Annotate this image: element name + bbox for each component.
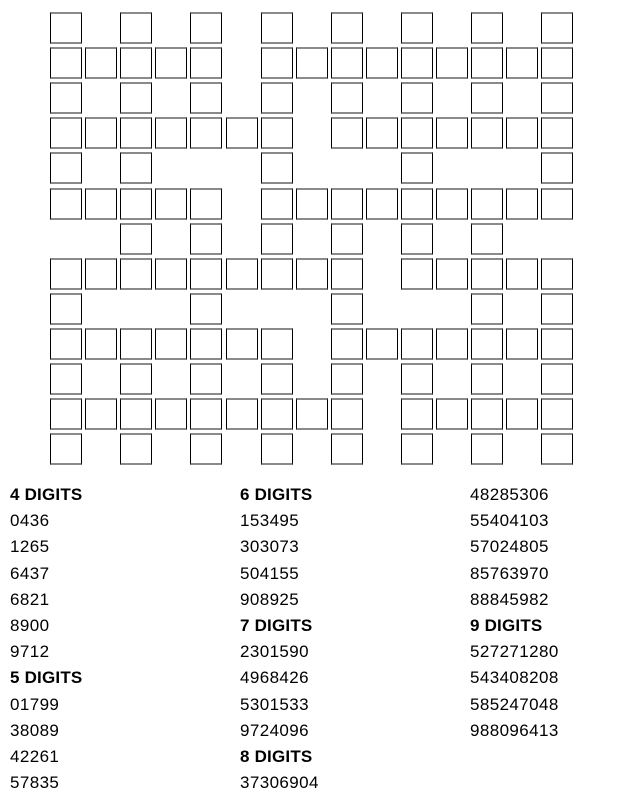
number-entry: 01799	[10, 694, 60, 714]
digit-group-header: 7 DIGITS	[240, 616, 313, 636]
grid-cell[interactable]	[50, 117, 82, 149]
grid-cell[interactable]	[541, 398, 573, 430]
grid-cell[interactable]	[155, 188, 187, 220]
grid-cell[interactable]	[506, 328, 538, 360]
grid-cell[interactable]	[261, 328, 293, 360]
grid-cell[interactable]	[296, 188, 328, 220]
grid-cell[interactable]	[190, 293, 222, 325]
number-entry: 57835	[10, 773, 60, 793]
grid-cell[interactable]	[471, 82, 503, 114]
grid-cell[interactable]	[401, 47, 433, 79]
grid-cell[interactable]	[401, 258, 433, 290]
grid-cell[interactable]	[120, 398, 152, 430]
grid-cell[interactable]	[261, 47, 293, 79]
grid-cell[interactable]	[331, 433, 363, 465]
grid-cell[interactable]	[401, 12, 433, 44]
grid-cell[interactable]	[120, 258, 152, 290]
grid-cell[interactable]	[50, 258, 82, 290]
grid-cell[interactable]	[50, 433, 82, 465]
grid-cell[interactable]	[190, 47, 222, 79]
grid-cell[interactable]	[261, 363, 293, 395]
grid-cell[interactable]	[296, 47, 328, 79]
grid-cell[interactable]	[436, 117, 468, 149]
grid-cell[interactable]	[401, 82, 433, 114]
grid-cell[interactable]	[541, 433, 573, 465]
grid-cell[interactable]	[471, 328, 503, 360]
grid-cell[interactable]	[261, 82, 293, 114]
grid-cell[interactable]	[50, 152, 82, 184]
grid-cell[interactable]	[190, 398, 222, 430]
number-entry: 48285306	[470, 485, 549, 504]
grid-cell[interactable]	[471, 258, 503, 290]
number-entry: 37306904	[240, 773, 319, 793]
grid-cell[interactable]	[366, 47, 398, 79]
grid-cell[interactable]	[541, 12, 573, 44]
grid-cell[interactable]	[226, 258, 258, 290]
grid-cell[interactable]	[190, 328, 222, 360]
grid-cell[interactable]	[401, 433, 433, 465]
grid-cell[interactable]	[261, 117, 293, 149]
grid-cell[interactable]	[471, 363, 503, 395]
grid-cell[interactable]	[331, 117, 363, 149]
grid-cell[interactable]	[506, 258, 538, 290]
grid-cell[interactable]	[541, 258, 573, 290]
grid-cell[interactable]	[471, 293, 503, 325]
grid-cell[interactable]	[50, 12, 82, 44]
grid-cell[interactable]	[471, 398, 503, 430]
number-entry: 2301590	[240, 642, 309, 662]
grid-cell[interactable]	[120, 328, 152, 360]
number-entry: 504155	[240, 563, 300, 583]
grid-cell[interactable]	[541, 82, 573, 114]
grid-cell[interactable]	[190, 223, 222, 255]
grid-cell[interactable]	[85, 117, 117, 149]
grid-cell[interactable]	[366, 188, 398, 220]
grid-cell[interactable]	[506, 117, 538, 149]
number-entry: 9712	[10, 642, 50, 662]
grid-cell[interactable]	[155, 47, 187, 79]
number-entry: 6821	[10, 589, 50, 609]
grid-cell[interactable]	[401, 223, 433, 255]
grid-cell[interactable]	[120, 47, 152, 79]
grid-cell[interactable]	[50, 293, 82, 325]
number-entry: 908925	[240, 589, 300, 609]
digit-group-header: 5 DIGITS	[10, 668, 83, 688]
grid-cell[interactable]	[190, 258, 222, 290]
grid-cell[interactable]	[190, 188, 222, 220]
grid-cell[interactable]	[50, 82, 82, 114]
grid-cell[interactable]	[85, 47, 117, 79]
grid-cell[interactable]	[155, 117, 187, 149]
grid-cell[interactable]	[541, 328, 573, 360]
number-entry: 38089	[10, 720, 60, 740]
number-entry: 0436	[10, 511, 50, 531]
grid-cell[interactable]	[190, 117, 222, 149]
grid-cell[interactable]	[190, 12, 222, 44]
word-list-column-1	[10, 482, 82, 796]
word-list-column-2	[240, 482, 319, 796]
grid-cell[interactable]	[401, 398, 433, 430]
grid-cell[interactable]	[120, 433, 152, 465]
grid-cell[interactable]	[471, 188, 503, 220]
digit-group-header: 9 DIGITS	[470, 616, 543, 636]
word-list-column-3	[470, 482, 559, 744]
number-entry: 1265	[10, 537, 50, 557]
grid-cell[interactable]	[190, 82, 222, 114]
grid-cell[interactable]	[331, 328, 363, 360]
grid-cell[interactable]	[261, 398, 293, 430]
grid-cell[interactable]	[120, 152, 152, 184]
grid-cell[interactable]	[261, 152, 293, 184]
grid-cell[interactable]	[85, 188, 117, 220]
grid-cell[interactable]	[331, 188, 363, 220]
number-entry: 988096413	[470, 720, 559, 740]
number-entry: 42261	[10, 747, 60, 767]
grid-cell[interactable]	[401, 328, 433, 360]
grid-cell[interactable]	[436, 398, 468, 430]
grid-cell[interactable]	[50, 188, 82, 220]
grid-cell[interactable]	[471, 433, 503, 465]
grid-cell[interactable]	[261, 188, 293, 220]
number-entry: 543408208	[470, 668, 559, 688]
grid-cell[interactable]	[226, 117, 258, 149]
grid-cell[interactable]	[50, 328, 82, 360]
grid-cell[interactable]	[401, 152, 433, 184]
number-entry: 303073	[240, 537, 300, 557]
digit-group-header: 6 DIGITS	[240, 485, 313, 504]
grid-cell[interactable]	[190, 433, 222, 465]
grid-cell[interactable]	[331, 363, 363, 395]
grid-cell[interactable]	[471, 223, 503, 255]
grid-cell[interactable]	[331, 398, 363, 430]
grid-cell[interactable]	[541, 117, 573, 149]
grid-cell[interactable]	[155, 398, 187, 430]
grid-cell[interactable]	[506, 188, 538, 220]
grid-cell[interactable]	[155, 328, 187, 360]
grid-cell[interactable]	[541, 363, 573, 395]
number-entry: 8900	[10, 616, 50, 636]
grid-cell[interactable]	[331, 258, 363, 290]
grid-cell[interactable]	[261, 12, 293, 44]
grid-cell[interactable]	[85, 258, 117, 290]
grid-cell[interactable]	[366, 117, 398, 149]
grid-cell[interactable]	[331, 223, 363, 255]
grid-cell[interactable]	[261, 433, 293, 465]
grid-cell[interactable]	[120, 363, 152, 395]
grid-cell[interactable]	[85, 328, 117, 360]
grid-cell[interactable]	[471, 117, 503, 149]
digit-group-header: 4 DIGITS	[10, 485, 83, 504]
grid-cell[interactable]	[331, 47, 363, 79]
grid-cell[interactable]	[50, 363, 82, 395]
grid-cell[interactable]	[120, 223, 152, 255]
grid-cell[interactable]	[226, 398, 258, 430]
grid-cell[interactable]	[471, 47, 503, 79]
grid-cell[interactable]	[155, 258, 187, 290]
grid-cell[interactable]	[261, 223, 293, 255]
grid-cell[interactable]	[506, 398, 538, 430]
grid-cell[interactable]	[506, 47, 538, 79]
grid-cell[interactable]	[50, 398, 82, 430]
grid-cell[interactable]	[541, 47, 573, 79]
grid-cell[interactable]	[50, 47, 82, 79]
number-entry: 527271280	[470, 642, 559, 662]
grid-cell[interactable]	[366, 328, 398, 360]
grid-cell[interactable]	[296, 258, 328, 290]
grid-cell[interactable]	[331, 293, 363, 325]
grid-cell[interactable]	[120, 117, 152, 149]
grid-cell[interactable]	[436, 188, 468, 220]
grid-cell[interactable]	[436, 328, 468, 360]
number-entry: 153495	[240, 511, 300, 531]
grid-cell[interactable]	[261, 258, 293, 290]
grid-cell[interactable]	[296, 398, 328, 430]
number-entry: 5301533	[240, 694, 309, 714]
grid-cell[interactable]	[401, 117, 433, 149]
number-entry: 585247048	[470, 694, 559, 714]
grid-cell[interactable]	[401, 363, 433, 395]
grid-cell[interactable]	[85, 398, 117, 430]
grid-cell[interactable]	[331, 82, 363, 114]
number-entry: 6437	[10, 563, 50, 583]
grid-cell[interactable]	[436, 258, 468, 290]
number-entry: 57024805	[470, 537, 549, 557]
grid-cell[interactable]	[436, 47, 468, 79]
grid-cell[interactable]	[120, 82, 152, 114]
number-entry: 85763970	[470, 563, 549, 583]
grid-cell[interactable]	[190, 363, 222, 395]
grid-cell[interactable]	[120, 12, 152, 44]
number-entry: 88845982	[470, 589, 549, 609]
grid-cell[interactable]	[541, 293, 573, 325]
number-entry: 55404103	[470, 511, 549, 531]
number-entry: 9724096	[240, 720, 309, 740]
grid-cell[interactable]	[541, 152, 573, 184]
grid-cell[interactable]	[226, 328, 258, 360]
grid-cell[interactable]	[471, 12, 503, 44]
digit-group-header: 8 DIGITS	[240, 747, 313, 767]
grid-cell[interactable]	[331, 12, 363, 44]
grid-cell[interactable]	[120, 188, 152, 220]
number-entry: 4968426	[240, 668, 309, 688]
grid-cell[interactable]	[541, 188, 573, 220]
grid-cell[interactable]	[401, 188, 433, 220]
